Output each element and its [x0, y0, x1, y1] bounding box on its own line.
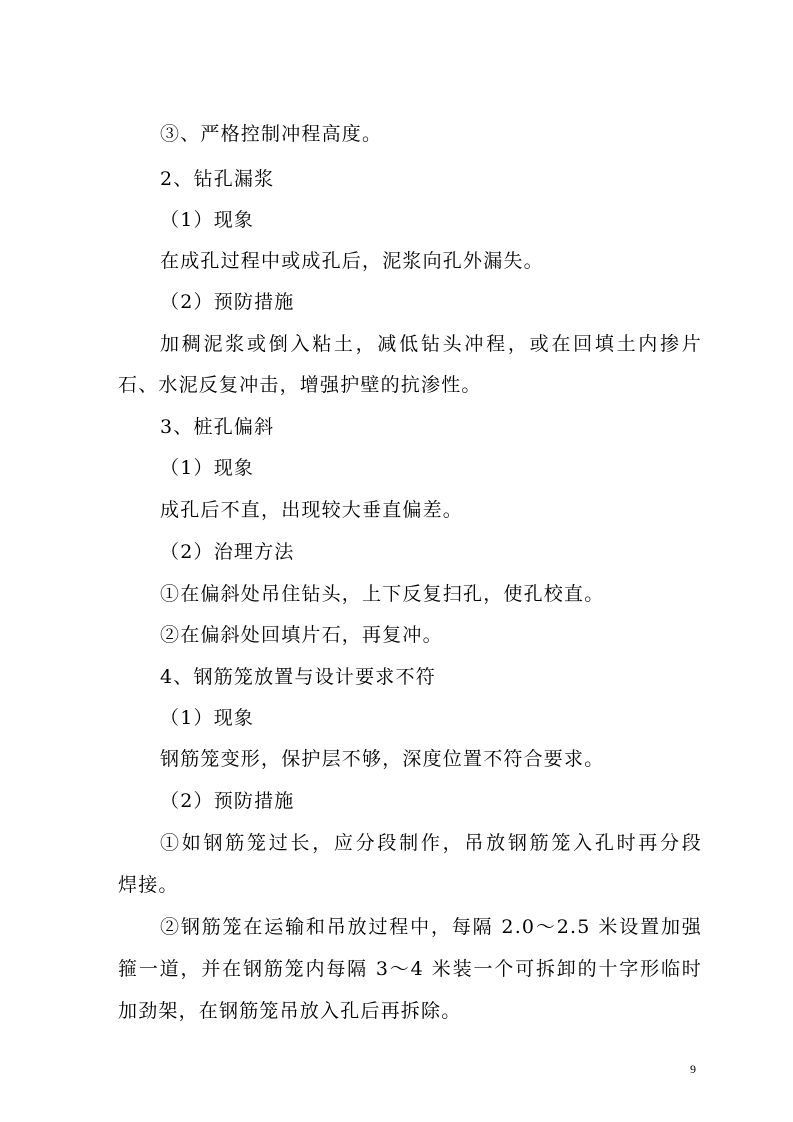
- subheading-treatment: （2）治理方法: [160, 541, 295, 563]
- text-line-21: 箍一道，并在钢筋笼内每隔 3～4 米装一个可拆卸的十字形临时: [118, 958, 702, 980]
- text-line-20: ②钢筋笼在运输和吊放过程中，每隔 2.0～2.5 米设置加强: [160, 916, 702, 938]
- section-heading-3: 3、桩孔偏斜: [160, 416, 275, 438]
- page-number: 9: [690, 1062, 696, 1076]
- text-line-19: 焊接。: [118, 874, 179, 896]
- subheading-phenomenon: （1）现象: [160, 707, 255, 729]
- subheading-prevention: （2）预防措施: [160, 790, 295, 812]
- text-line-18: ①如钢筋笼过长，应分段制作，吊放钢筋笼入孔时再分段: [160, 832, 702, 854]
- text-line-10: 成孔后不直，出现较大垂直偏差。: [160, 499, 464, 521]
- text-line-7: 石、水泥反复冲击，增强护壁的抗渗性。: [118, 374, 482, 396]
- section-heading-4: 4、钢筋笼放置与设计要求不符: [160, 666, 436, 688]
- subheading-phenomenon: （1）现象: [160, 209, 255, 231]
- text-line-16: 钢筋笼变形，保护层不够，深度位置不符合要求。: [160, 748, 605, 770]
- text-line-1: ③、严格控制冲程高度。: [160, 123, 383, 145]
- text-line-12: ①在偏斜处吊住钻头，上下反复扫孔，使孔校直。: [160, 583, 605, 605]
- text-line-6: 加稠泥浆或倒入粘土，减低钻头冲程，或在回填土内掺片: [160, 333, 702, 355]
- section-heading-2: 2、钻孔漏浆: [160, 168, 275, 190]
- text-line-22: 加劲架，在钢筋笼吊放入孔后再拆除。: [118, 1000, 462, 1022]
- text-line-13: ②在偏斜处回填片石，再复冲。: [160, 624, 443, 646]
- text-line-4: 在成孔过程中或成孔后，泥浆向孔外漏失。: [160, 250, 544, 272]
- subheading-prevention: （2）预防措施: [160, 291, 295, 313]
- subheading-phenomenon: （1）现象: [160, 457, 255, 479]
